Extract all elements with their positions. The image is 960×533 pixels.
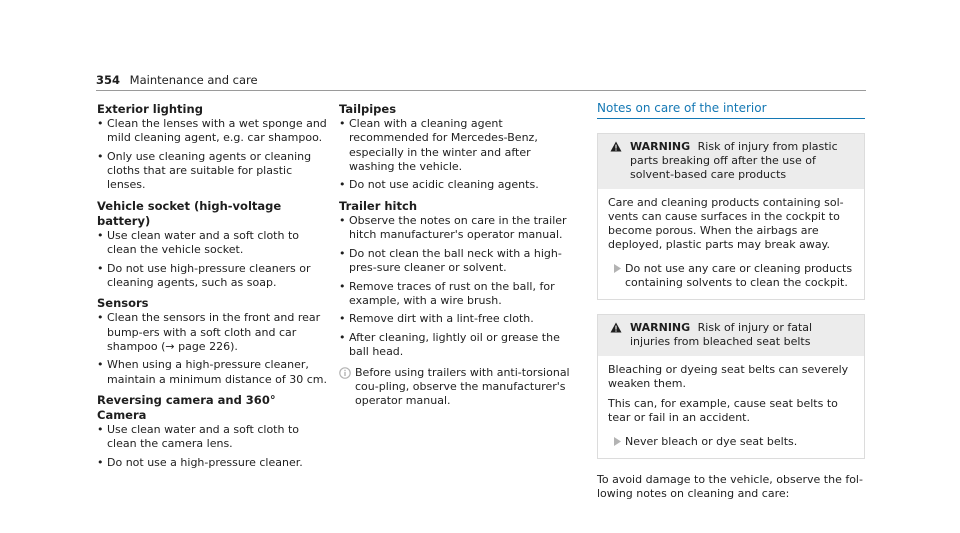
warning-label: WARNING [630, 321, 691, 334]
warning-triangle-icon [610, 141, 622, 152]
list-vehicle-socket [97, 229, 327, 290]
page-number: 354 [96, 73, 121, 87]
warning-heading: Risk of injury or fatal injuries from bleached seat belts [630, 321, 813, 348]
list-item: • When using a high-pressure cleaner, maintain a minimum distance of 30 cm. [97, 358, 327, 387]
list-trailer-hitch [339, 214, 575, 360]
warning-triangle-icon [610, 322, 622, 333]
warning-action [608, 435, 854, 449]
left-column [97, 102, 327, 476]
list-item: • Do not use a high-pressure cleaner. [97, 456, 327, 470]
list-tailpipes [339, 117, 575, 193]
action-arrow-icon [614, 264, 621, 273]
list-item: • After cleaning, lightly oil or grease the ball head. [339, 331, 575, 360]
info-note-icon [339, 367, 351, 379]
list-item: • Do not clean the ball neck with a high-pres-sure cleaner or solvent. [339, 247, 575, 276]
warning-paragraph: This can, for example, cause seat belts to tear or fail in an accident. [608, 397, 838, 424]
closing-text: To avoid damage to the vehicle, observe the fol-lowing notes on cleaning and care: [597, 473, 863, 500]
warning-paragraph: Bleaching or dyeing seat belts can severely weaken them. [608, 363, 849, 390]
warning-header [598, 134, 864, 189]
list-exterior-lighting [97, 117, 327, 193]
list-reversing-camera [97, 423, 327, 470]
page-header [96, 73, 258, 87]
trailer-note [339, 366, 575, 409]
warning-box-plastic-parts [597, 133, 865, 300]
warning-body [598, 356, 864, 458]
list-sensors [97, 311, 327, 387]
warning-heading: Risk of injury from plastic parts breaking off after the use of solvent-based care products [630, 140, 838, 181]
header-divider [96, 90, 866, 91]
list-item: • Use clean water and a soft cloth to clean the camera lens. [97, 423, 327, 452]
note-text: Before using trailers with anti-torsional cou-pling, observe the manufacturer's operator manual. [355, 365, 570, 408]
section-title-reversing-camera: Reversing camera and 360° Camera [97, 393, 276, 423]
action-text: Do not use any care or cleaning products containing solvents to clean the cockpit. [625, 262, 853, 289]
list-item: • Remove dirt with a lint-free cloth. [339, 312, 575, 326]
list-item: • Observe the notes on care in the trailer hitch manufacturer's operator manual. [339, 214, 575, 243]
section-title-exterior-lighting: Exterior lighting [97, 102, 203, 116]
interior-care-title: Notes on care of the interior [597, 101, 865, 119]
list-item: • Clean the lenses with a wet sponge and mild cleaning agent, e.g. car shampoo. [97, 117, 327, 146]
warning-label: WARNING [630, 140, 691, 153]
right-column [597, 101, 865, 501]
page-title: Maintenance and care [129, 73, 258, 87]
list-item: • Remove traces of rust on the ball, for example, with a wire brush. [339, 280, 575, 309]
warning-header [598, 315, 864, 356]
warning-paragraph: Care and cleaning products containing sol-vents can cause surfaces in the cockpit to become porous. When the airbags are deployed, plastic parts may break away. [608, 196, 844, 251]
warning-box-seat-belts [597, 314, 865, 459]
action-arrow-icon [614, 437, 621, 446]
list-item: • Clean with a cleaning agent recommended for Mercedes-Benz, especially in the winter and after washing the vehicle. [339, 117, 575, 174]
warning-body [598, 189, 864, 299]
action-text: Never bleach or dye seat belts. [625, 435, 798, 448]
list-item: • Only use cleaning agents or cleaning cloths that are suitable for plastic lenses. [97, 150, 327, 193]
list-item: • Do not use acidic cleaning agents. [339, 178, 575, 192]
section-title-trailer-hitch: Trailer hitch [339, 198, 418, 213]
section-title-vehicle-socket: Vehicle socket (high-voltage battery) [97, 198, 282, 228]
warning-action [608, 262, 854, 290]
middle-column [339, 102, 575, 409]
section-title-tailpipes: Tailpipes [339, 102, 397, 116]
list-item: • Do not use high-pressure cleaners or cleaning agents, such as soap. [97, 262, 327, 291]
list-item: • Clean the sensors in the front and rear bump-ers with a soft cloth and car shampoo (→ page 226). [97, 311, 327, 354]
list-item: • Use clean water and a soft cloth to clean the vehicle socket. [97, 229, 327, 258]
section-title-sensors: Sensors [97, 296, 149, 311]
